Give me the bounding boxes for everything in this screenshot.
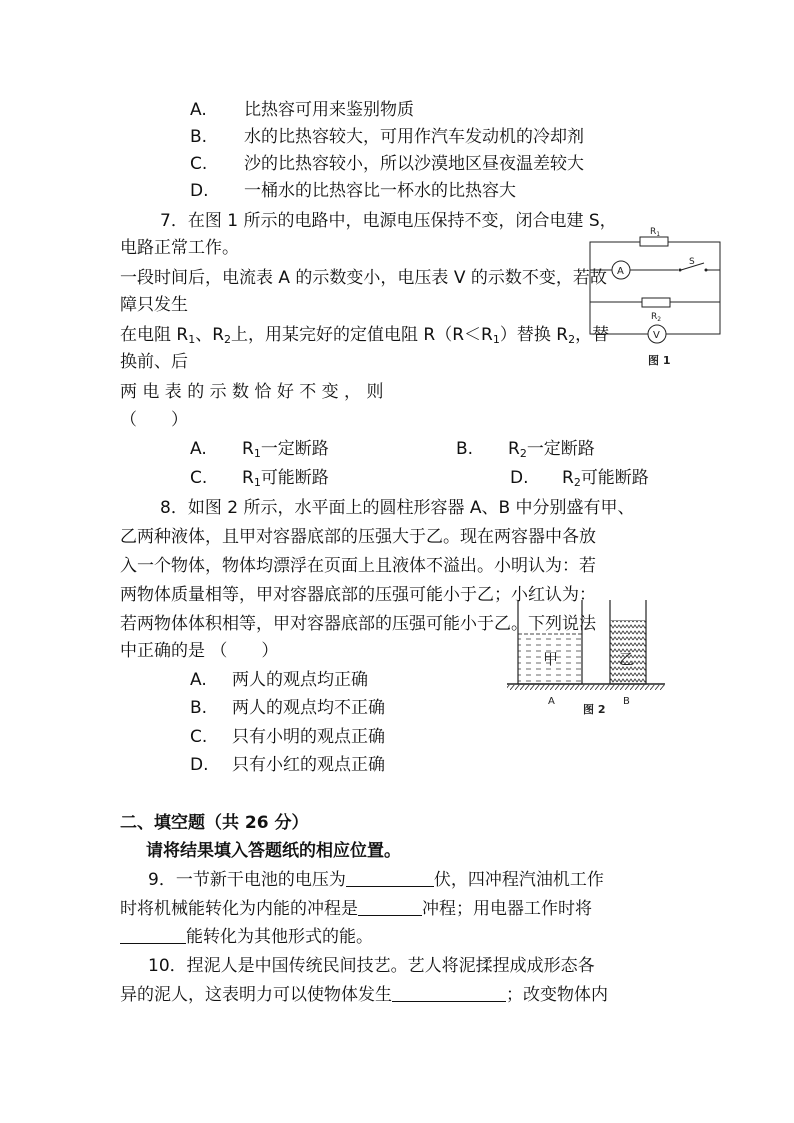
- option-letter: B.: [190, 127, 208, 147]
- q8-line: 8．如图 2 所示，水平面上的圆柱形容器 A、B 中分别盛有甲、: [160, 498, 635, 518]
- q8-line: 两物体质量相等，甲对容器底部的压强可能小于乙；小红认为：: [120, 585, 596, 605]
- option-text: 比热容可用来鉴别物质: [244, 100, 414, 120]
- option-letter: A.: [190, 670, 207, 690]
- q7-line: 7．在图 1 所示的电路中，电源电压保持不变，闭合电建 S，: [160, 211, 617, 231]
- option-text: $R_2$一定断路: [508, 439, 595, 460]
- answer-blank: [346, 870, 434, 887]
- liquid-b-label: 乙: [619, 650, 635, 668]
- option-text: 两人的观点均不正确: [232, 698, 385, 718]
- option-text: $R_2$可能断路: [562, 468, 649, 489]
- resistor-r2: [642, 298, 670, 307]
- answer-bracket: （ ）: [120, 410, 188, 430]
- q8-line: 入一个物体，物体均漂浮在页面上且液体不溢出。小明认为：若: [120, 556, 596, 576]
- option-letter: B.: [190, 698, 208, 718]
- answer-blank: [392, 985, 506, 1002]
- section-instruction: 请将结果填入答题纸的相应位置。: [146, 841, 401, 861]
- option-letter: D.: [190, 181, 209, 201]
- r1-label: R: [650, 227, 657, 237]
- option-text: 只有小红的观点正确: [232, 755, 385, 775]
- switch-label: S: [689, 257, 695, 267]
- resistor-r1: [640, 237, 668, 246]
- q10-line: 异的泥人，这表明力可以使物体发生 ；改变物体内: [120, 985, 608, 1005]
- liquid-a-label: 甲: [543, 650, 559, 668]
- option-text: $R_1$可能断路: [242, 468, 329, 489]
- q9-line: 9．一节新干电池的电压为 伏，四冲程汽油机工作: [148, 870, 604, 890]
- voltmeter-label: V: [653, 330, 660, 341]
- figure-2-caption: 图 2: [583, 703, 606, 716]
- option-letter: C.: [190, 468, 208, 488]
- answer-blank: [358, 899, 422, 916]
- ammeter-label: A: [617, 266, 624, 277]
- option-letter: A.: [190, 100, 207, 120]
- q8-line: 若两物体体积相等，甲对容器底部的压强可能小于乙。下列说法: [120, 614, 596, 634]
- q7-line: 障只发生: [120, 295, 188, 315]
- figure-1-circuit: [586, 226, 726, 374]
- option-letter: D.: [190, 755, 209, 775]
- option-text: 两人的观点均正确: [232, 670, 368, 690]
- option-text: 一桶水的比热容比一杯水的比热容大: [244, 181, 516, 201]
- svg-text:R1: $R_1$: [650, 227, 661, 238]
- q10-line: 10．捏泥人是中国传统民间技艺。艺人将泥揉捏成成形态各: [148, 956, 595, 976]
- option-text: 沙的比热容较小，所以沙漠地区昼夜温差较大: [244, 154, 584, 174]
- q7-line: 换前、后: [120, 352, 188, 372]
- q8-line: 中正确的是 （ ）: [120, 641, 279, 661]
- q7-line: 一段时间后，电流表 A 的示数变小，电压表 V 的示数不变，若故: [120, 268, 607, 288]
- option-letter: A.: [190, 439, 207, 459]
- q7-line: 电路正常工作。: [120, 238, 239, 258]
- answer-blank: [120, 927, 186, 944]
- q9-line: 能转化为其他形式的能。: [120, 927, 373, 947]
- option-text: 水的比热容较大，可用作汽车发动机的冷却剂: [244, 127, 584, 147]
- label-a: A: [548, 696, 555, 707]
- r2-label: R: [651, 312, 658, 322]
- figure-2-containers: [505, 600, 670, 720]
- option-letter: C.: [190, 154, 208, 174]
- option-text: 只有小明的观点正确: [232, 727, 385, 747]
- option-letter: C.: [190, 727, 208, 747]
- label-b: B: [623, 696, 630, 707]
- q9-line: 时将机械能转化为内能的冲程是 冲程；用电器工作时将: [120, 899, 592, 919]
- q8-line: 乙两种液体，且甲对容器底部的压强大于乙。现在两容器中各放: [120, 527, 596, 547]
- q7-line: 两 电 表 的 示 数 恰 好 不 变 ， 则: [120, 382, 384, 402]
- section-title: 二、填空题（共 26 分）: [120, 813, 309, 833]
- option-letter: B.: [456, 439, 474, 459]
- figure-1-caption: 图 1: [648, 354, 671, 367]
- option-text: $R_1$一定断路: [242, 439, 329, 460]
- option-letter: D.: [510, 468, 529, 488]
- svg-text:R2: $R_2$: [651, 312, 662, 323]
- q7-line: 在电阻 $R_1$、$R_2$上，用某完好的定值电阻 $R(R<R_1)$替换 $R_2$，替: [120, 325, 610, 346]
